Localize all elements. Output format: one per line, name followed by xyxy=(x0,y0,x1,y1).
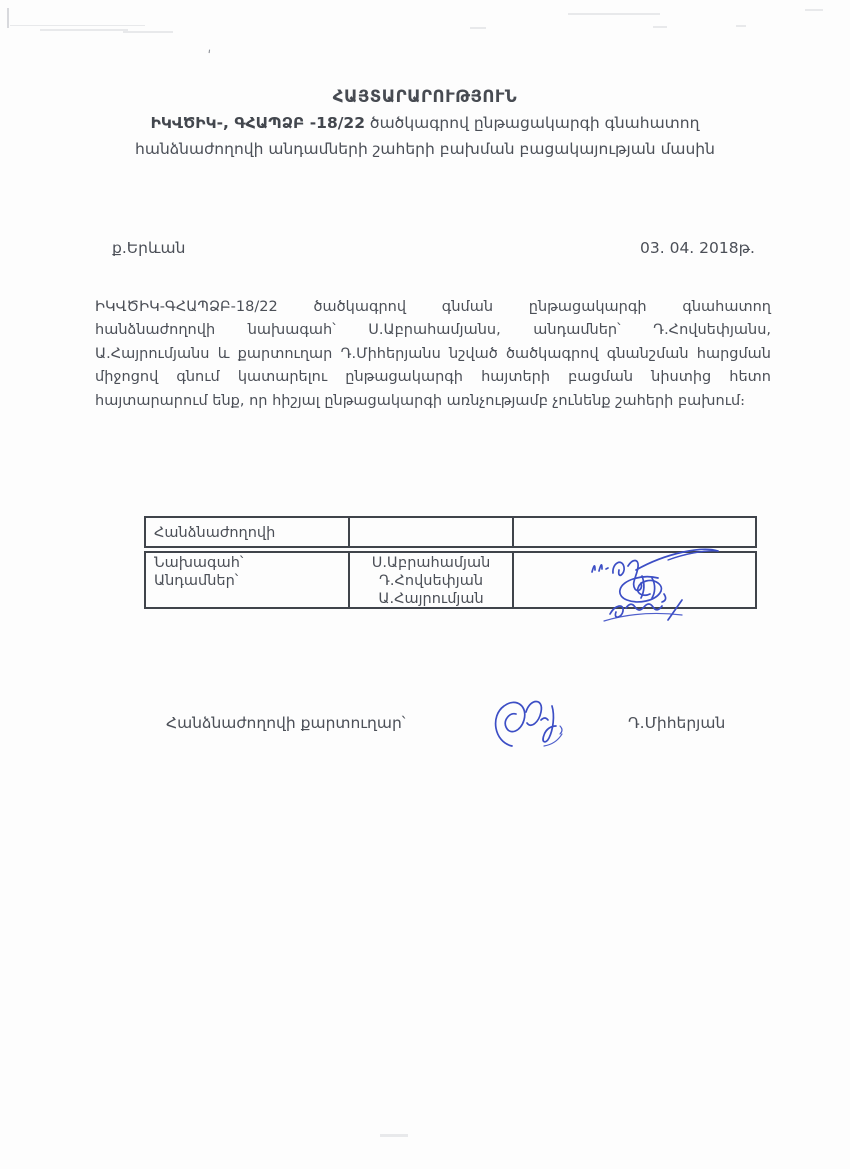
table-cell: Հանձնաժողովի xyxy=(154,525,276,541)
paragraph-line: Ա.Հայրումյանս և քարտուղար Դ.Միհերյանս նշված ծածկագրով գնանշման հարցման xyxy=(95,345,771,362)
document-header xyxy=(0,84,850,162)
scan-artifact xyxy=(7,8,9,28)
paragraph-line: ԻԿՎԾԻԿ-ԳՀԱՊՁԲ-18/22 ծածկագրով գնման ընթացակարգի գնահատող xyxy=(95,299,771,315)
paragraph-line: հայտարարում ենք, որ հիշյալ ընթացակարգի առնչությամբ չունենք շահերի բախում։ xyxy=(95,392,746,409)
scan-artifact xyxy=(736,25,746,27)
scan-artifact xyxy=(568,13,660,15)
scan-artifact xyxy=(10,25,145,26)
secretary-name: Դ.Միհերյան xyxy=(628,714,726,732)
city-label: ք.Երևան xyxy=(112,239,186,257)
scan-artifact xyxy=(40,29,128,31)
table-cell-signature xyxy=(514,571,755,589)
table-cell xyxy=(348,518,514,546)
paragraph-line: հանձնաժողովի նախագահ՝ Ս.Աբրահամյանս, անդամներ՝ Դ.Հովսեփյանս, xyxy=(95,322,771,339)
subtitle-rest: ծածկագրով ընթացակարգի գնահատող xyxy=(369,114,700,132)
document-subtitle-line2: հանձնաժողովի անդամների շահերի բախման բացակայության մասին xyxy=(135,140,715,158)
scan-artifact xyxy=(123,31,173,33)
table-cell xyxy=(514,518,755,546)
date-label: 03. 04. 2018թ. xyxy=(640,239,755,257)
table-cell-role: Նախագահ՝ xyxy=(154,555,244,571)
pen-tick-mark: ' xyxy=(205,47,212,64)
secretary-signature-icon xyxy=(478,684,588,764)
secretary-label: Հանձնաժողովի քարտուղար՝ xyxy=(166,714,406,732)
document-title: ՀԱՅՏԱՐԱՐՈՒԹՅՈՒՆ xyxy=(332,87,518,106)
declaration-paragraph xyxy=(95,296,771,413)
table-cell-name: Ա.Հայրումյան xyxy=(348,589,514,607)
scan-artifact xyxy=(470,27,486,29)
scan-artifact xyxy=(805,9,823,11)
document-subtitle-line1 xyxy=(0,110,850,136)
table-cell-role xyxy=(146,589,348,607)
commission-table xyxy=(144,516,757,609)
table-header-row xyxy=(144,516,757,548)
table-cell-name: Ս.Աբրահամյան xyxy=(348,553,514,571)
table-body xyxy=(144,551,757,609)
table-cell-signature xyxy=(514,589,755,607)
table-cell-signature xyxy=(514,553,755,571)
table-cell-name: Դ.Հովսեփյան xyxy=(348,571,514,589)
procedure-code: ԻԿՎԾԻԿ-, ԳՀԱՊՁԲ -18/22 xyxy=(150,114,365,132)
paragraph-line: միջոցով գնում կատարելու ընթացակարգի հայտերի բացման նիստից հետո xyxy=(95,369,771,386)
table-cell-role: Անդամներ՝ xyxy=(154,573,239,589)
scan-artifact xyxy=(380,1134,408,1137)
scan-artifact xyxy=(653,26,667,28)
